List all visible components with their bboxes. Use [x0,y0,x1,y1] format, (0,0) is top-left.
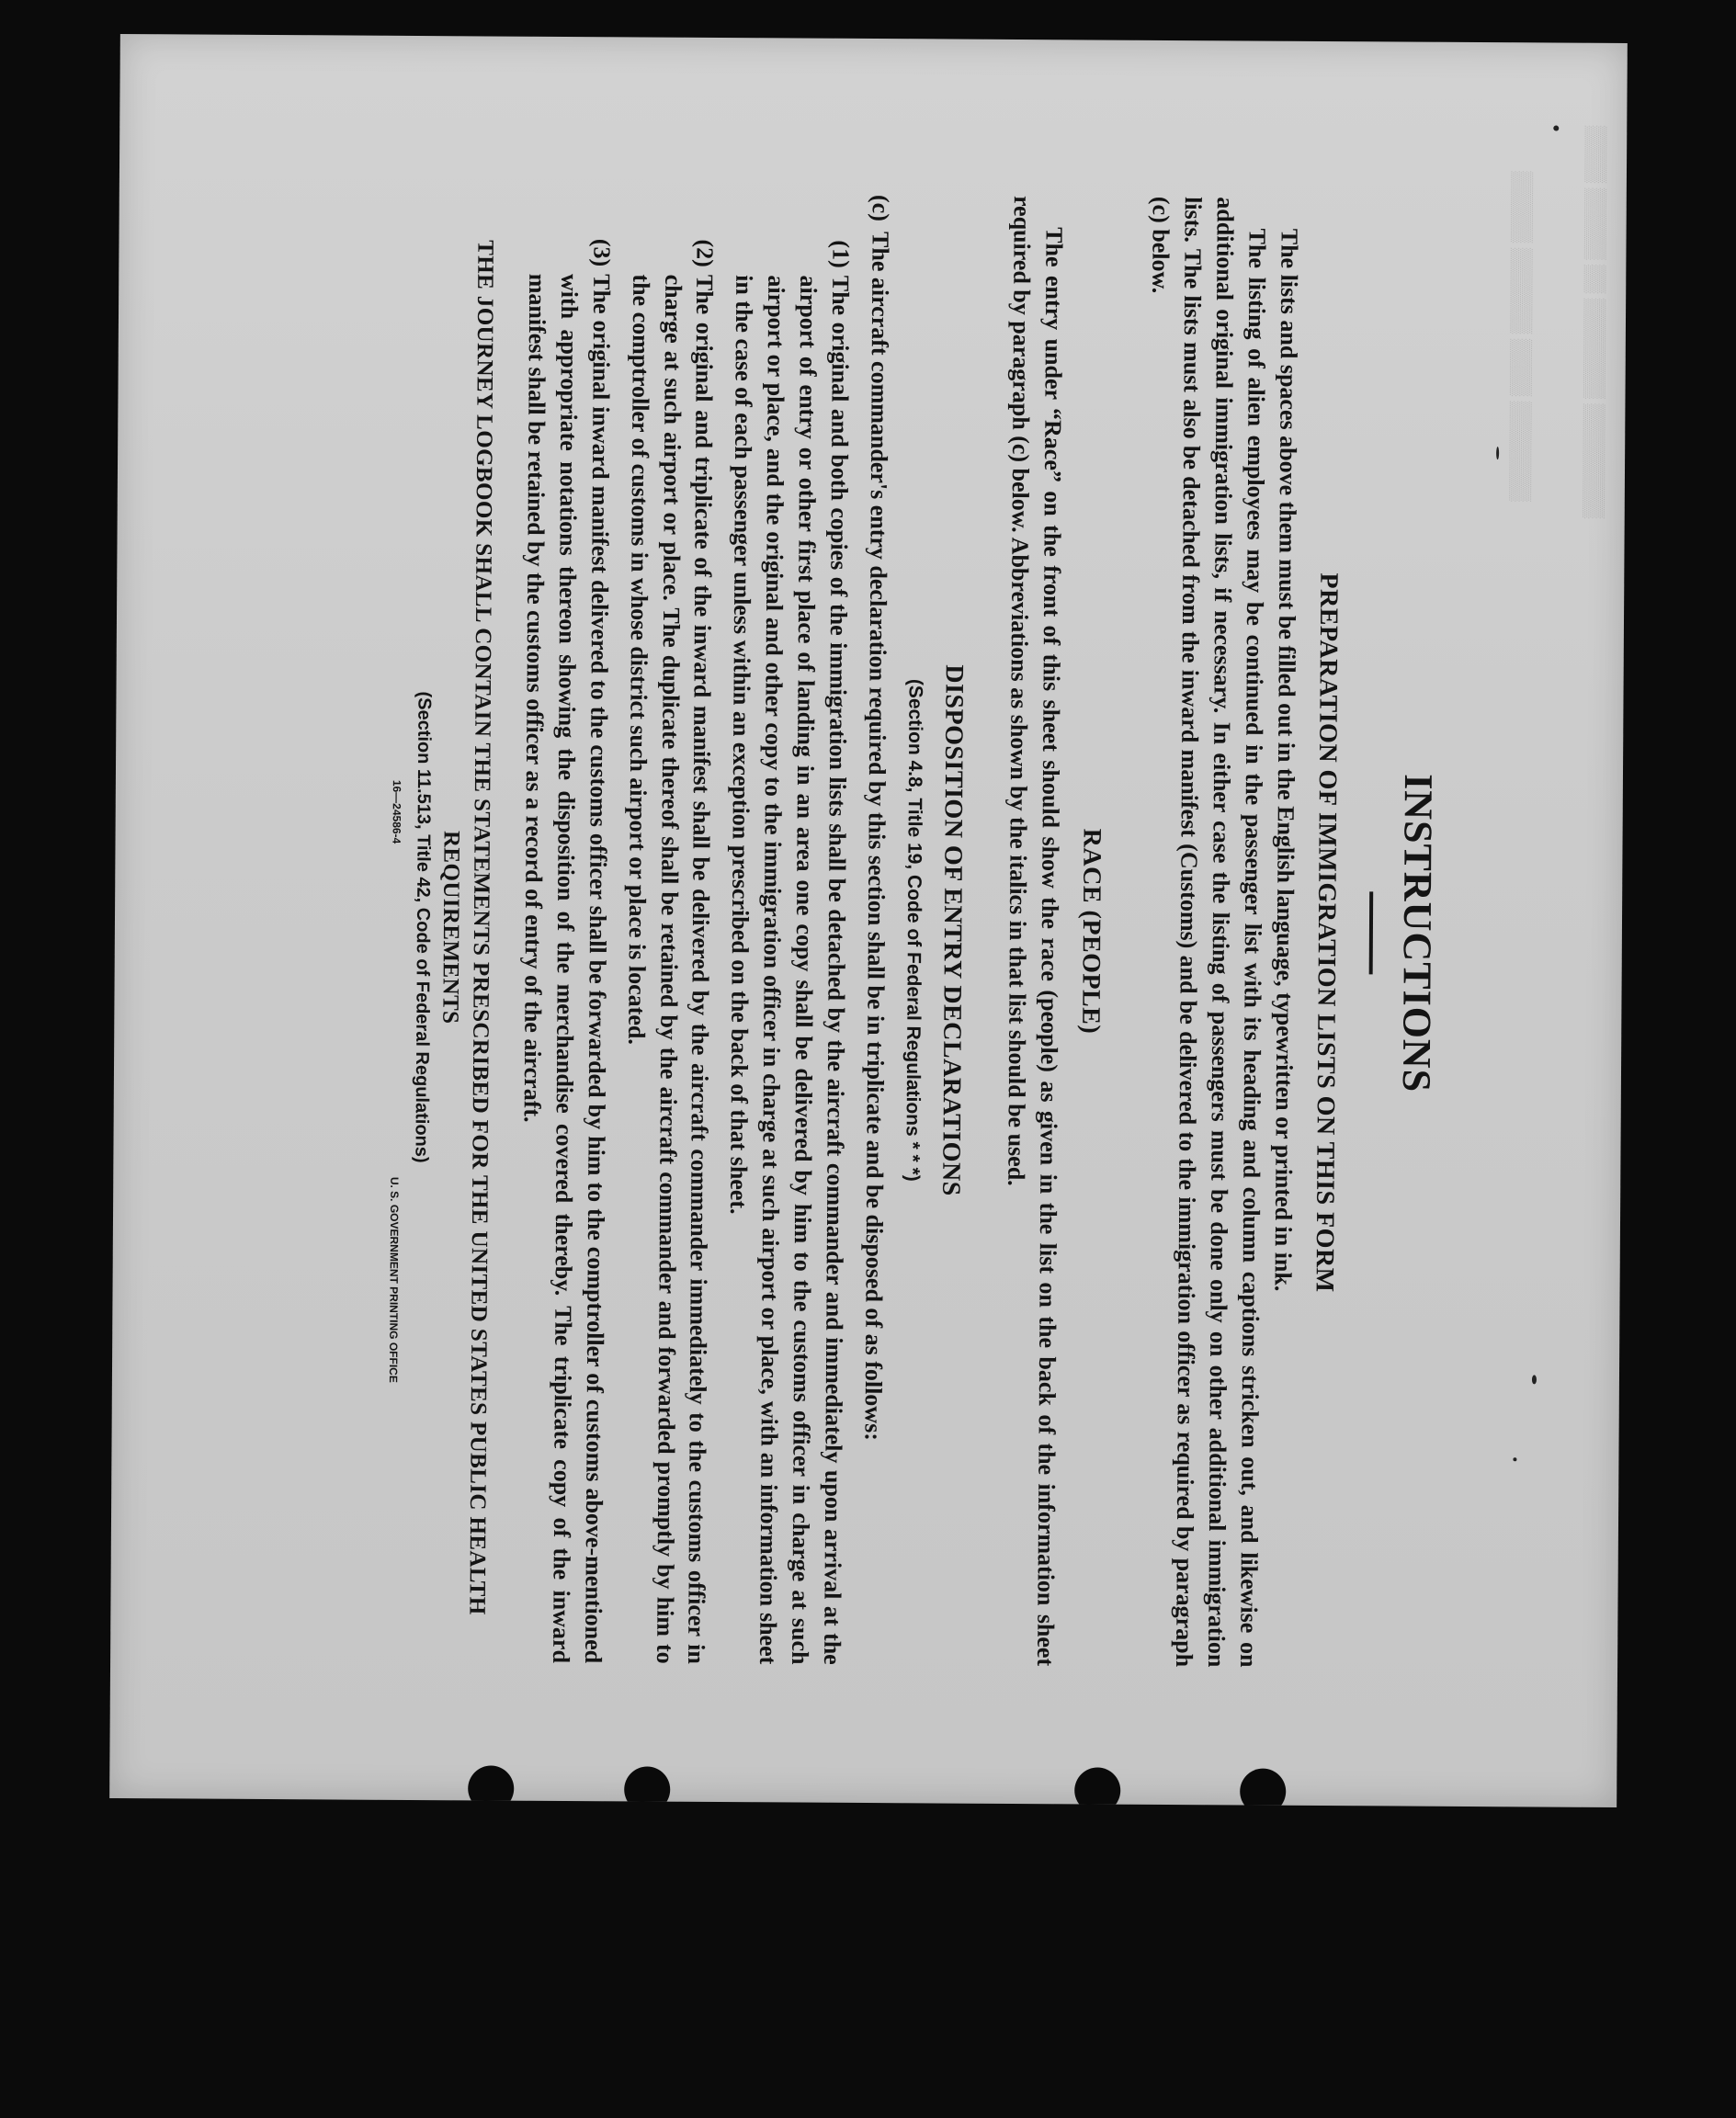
paragraph: The lists and spaces above them must be filled out in the English language, typewritten or printed in ink. [1269,228,1303,1292]
item-text: The original and triplicate of the inward manifest shall be delivered by the aircraft commander immediately to the customs officer in charge at such airport or place. The duplicate thereof shall be retained by the aircraft commander and forwarded promptly by him to the comptroller of customs in whose district such airport or place is located. [622,274,719,1664]
bleed-through: ▒▒▒▒ ▒▒▒▒▒ ▒▒ ▒▒▒▒▒▒▒ ▒▒▒▒▒▒▒▒ [1583,125,1609,519]
print-line [384,192,408,1662]
item-number: (3) [588,238,616,267]
item-number: (1) [827,240,855,268]
footer-citation: (Section 11.513, Title 42, Code of Federal Regulations) [411,691,435,1163]
speck [1148,1805,1152,1807]
speck [1496,447,1499,459]
bleed-through: ▒▒▒▒▒ ▒▒▒▒▒▒ ▒▒▒▒ ▒▒▒▒▒▒▒ [1509,171,1535,502]
punch-hole [468,1765,514,1807]
list-item [616,224,720,1664]
speck [1532,1375,1537,1384]
section-heading-race: RACE (PEOPLE) [1076,828,1107,1035]
section-heading-disposition: DISPOSITION OF ENTRY DECLARATIONS [936,664,969,1196]
sub-list [513,193,857,1665]
page-title: INSTRUCTIONS [1393,774,1441,1093]
printer-imprint: U. S. GOVERNMENT PRINTING OFFICE [386,1176,401,1383]
list-item [855,195,896,1665]
paragraph: The listing of alien employees may be continued in the passenger list with its heading and column captions stricken out, and likewise on additional original immigration lists, if necessary. In either case the listing of passengers must be done only on other additional immigration lists. The lists must also be detached from the inward manifest (Customs) and be delivered to the immigration officer as required by paragraph (c) below. [1147,196,1271,1668]
list-item [719,225,856,1665]
list-item [513,224,618,1664]
title-underline [1369,891,1374,974]
punch-hole [1240,1768,1286,1807]
item-text: The aircraft commander's entry declaration required by this section shall be in triplicate and be disposed of as follows: [859,231,894,1442]
speck [1553,126,1559,131]
regulation-citation: (Section 4.8, Title 19, Code of Federal Regulations * * *) [901,678,926,1182]
item-number: (2) [691,239,719,267]
punch-hole [624,1766,670,1807]
form-number: 16—24586-4 [390,779,403,844]
punch-hole [1074,1767,1120,1807]
section-heading-preparation: PREPARATION OF IMMIGRATION LISTS ON THIS FORM [1310,572,1344,1293]
item-text: The original inward manifest delivered to the customs officer shall be forwarded by him to the comptroller of customs above-mentioned with appropriate notations thereon showing the disposition of the merchandise covered thereby. The triplicate copy of the inward manifest shall be retained by the customs officer as a record of entry of the aircraft. [518,273,616,1664]
item-text: The original and both copies of the immigration lists shall be detached by the aircraft commander and immediately upon arrival at the airport of entry or other first place of landing in an area one copy shall be delivered by him to the customs officer in charge at such airport or place, and the original and other copy to the immigration officer in charge at such airport or place, with an information sheet in the case of each passenger unless within an exception prescribed on the back of that sheet. [725,275,855,1665]
speck [1513,1457,1516,1461]
instructions-text [267,108,1471,1733]
item-label: (c) [867,194,894,222]
document-sheet [109,34,1628,1807]
paragraph: The entry under “Race” on the front of this sheet should show the race (people) as given in the list on the back of the information sheet required by paragraph (c) below. Abbreviations as shown by the italics in that list should be used. [1003,195,1068,1667]
footer-statement: THE JOURNEY LOGBOOK SHALL CONTAIN THE STATEMENTS PRESCRIBED FOR THE UNITED STATES PUBLIC HEALTH REQUIREMENTS [437,240,498,1615]
